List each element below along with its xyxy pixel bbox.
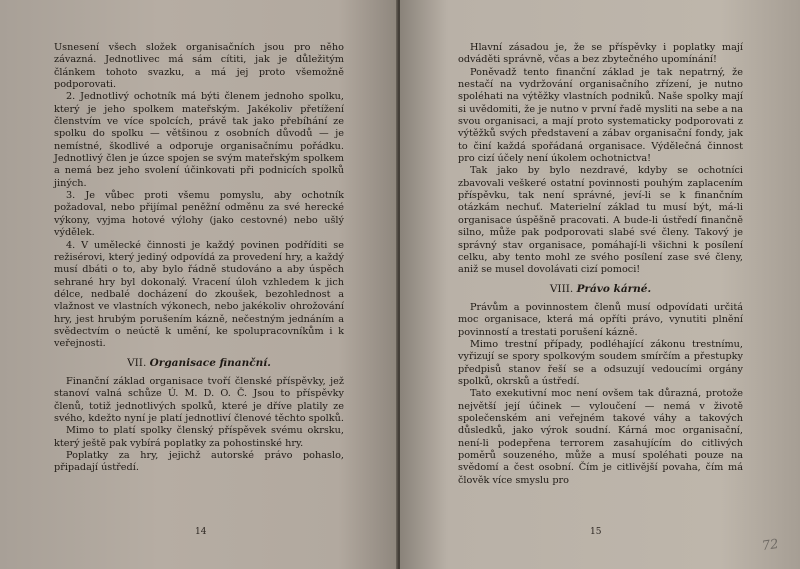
paragraph: Právům a povinnostem členů musí odpovídati určitá moc organisace, která má opříti právo, vynutiti plnění povinností a trestati porušení kázně.	[458, 301, 743, 338]
section-title: Právo kárné.	[576, 282, 652, 295]
paragraph: Mimo to platí spolky členský příspěvek svému okrsku, který ještě pak vybírá poplatky za pohostinské hry.	[54, 425, 344, 449]
section-heading-viii	[458, 283, 743, 295]
paragraph: Poněvadž tento finanční základ je tak nepatrný, že nestačí na vydržování organisačního zřízení, je nutno spoléhati na výtěžky vlastních podniků. Naše spolky mají si uvědomiti, že je nutno v první řadě mysliti na sebe a na svou organisaci, a mají proto systematicky podporovati z výtěžků svých představení a zábav organisační fondy, jak to činí každá spořádaná organisace. Výdělečná činnost pro cizí účely není úkolem ochotnictva!	[458, 66, 743, 165]
section-number: VII.	[127, 356, 147, 369]
paragraph: Poplatky za hry, jejichž autorské právo pohaslo, připadají ústředí.	[54, 450, 344, 474]
pencil-annotation: 72	[761, 536, 780, 555]
left-page-text	[54, 42, 344, 475]
paragraph: Usnesení všech složek organisačních jsou pro něho závazná. Jednotlivec má sám cítiti, jak je důležitým článkem tohoto svazku, a má jej proto všemožně podporovati.	[54, 42, 344, 91]
section-heading-vii	[54, 357, 344, 369]
page-number: 14	[195, 527, 207, 537]
paragraph: 2. Jednotlivý ochotník má býti členem jednoho spolku, který je jeho spolkem mateřským. Jakékoliv přetížení členstvím ve více spolcích, právě tak jako přebíhání ze spolku do spolku — většinou z osobních důvodů — je nemístné, škodlivé a odporuje organisačnímu pořádku. Jednotlivý člen je úzce spojen se svým mateřským spolkem a nemá bez jeho svolení účinkovati při podnicích spolků jiných.	[54, 91, 344, 189]
right-page	[400, 0, 800, 569]
paragraph: Mimo trestní případy, podléhající zákonu trestnímu, vyřizují se spory spolkovým soudem smírčím a přestupky předpisů stanov řeší se a odsuzují vedoucími orgány spolků, okrsků a ústředí.	[458, 338, 743, 387]
left-page	[0, 0, 398, 569]
section-number: VIII.	[549, 282, 574, 295]
paragraph: Hlavní zásadou je, že se příspěvky i poplatky mají odváděti správně, včas a bez zbytečného upomínání!	[458, 42, 743, 66]
page-number: 15	[590, 527, 602, 537]
paragraph: 3. Je vůbec proti všemu pomyslu, aby ochotník požadoval, nebo přijímal peněžní odměnu za své herecké výkony, vyjma hotové výlohy (jako cestovné) nebo ušlý výdělek.	[54, 190, 344, 239]
right-page-text	[458, 42, 743, 487]
paragraph: 4. V umělecké činnosti je každý povinen podříditi se režisérovi, který jediný odpovídá za provedení hry, a každý musí dbáti o to, aby bylo řádně studováno a aby úspěch sehrané hry byl dokonalý. Vracení úloh vzhledem k jich délce, nedbalé docházení do zkoušek, bezohlednost a vlažnost ve vlastních výkonech, nebo jakékoliv ohrožování hry, jest hrubým porušením kázně, nečestným jednáním a svědectvím o neúctě k umění, ke spolupracovníkům i k veřejnosti.	[54, 239, 344, 350]
paragraph: Tato exekutivní moc není ovšem tak důrazná, protože největší její účinek — vyloučení — nemá v životě společenském ani veřejném takové váhy a takových důsledků, jako výrok soudní. Kárná moc organisační, není-li podepřena terrorem zasahujícím do citlivých poměrů souzeného, může a musí spoléhati pouze na svědomí a čest osobní. Čím je citlivější povaha, čím má člověk více smyslu pro	[458, 388, 743, 486]
paragraph: Tak jako by bylo nezdravé, kdyby se ochotníci zbavovali veškeré ostatní povinnosti pouhým zaplacením příspěvku, tak není správné, jeví-li se k finančním otázkám nechuť. Materielní základ tu musí být, má-li organisace úspěšně pracovati. A bude-li ústředí finančně silno, může pak podporovati slabé své členy. Takový je správný stav organisace, pomáhají-li všichni k posílení celku, aby tento mohl ze svého posílení zase své členy, aniž se musel dovolávati cizí pomoci!	[458, 165, 743, 276]
paragraph: Finanční základ organisace tvoří členské příspěvky, jež stanoví valná schůze Ú. M. D. O. Č. Jsou to příspěvky členů, totiž jednotlivých spolků, které je dříve platily ze svého, kdežto nyní je platí jednotliví členové těchto spolků.	[54, 375, 344, 424]
section-title: Organisace finanční.	[149, 356, 271, 369]
